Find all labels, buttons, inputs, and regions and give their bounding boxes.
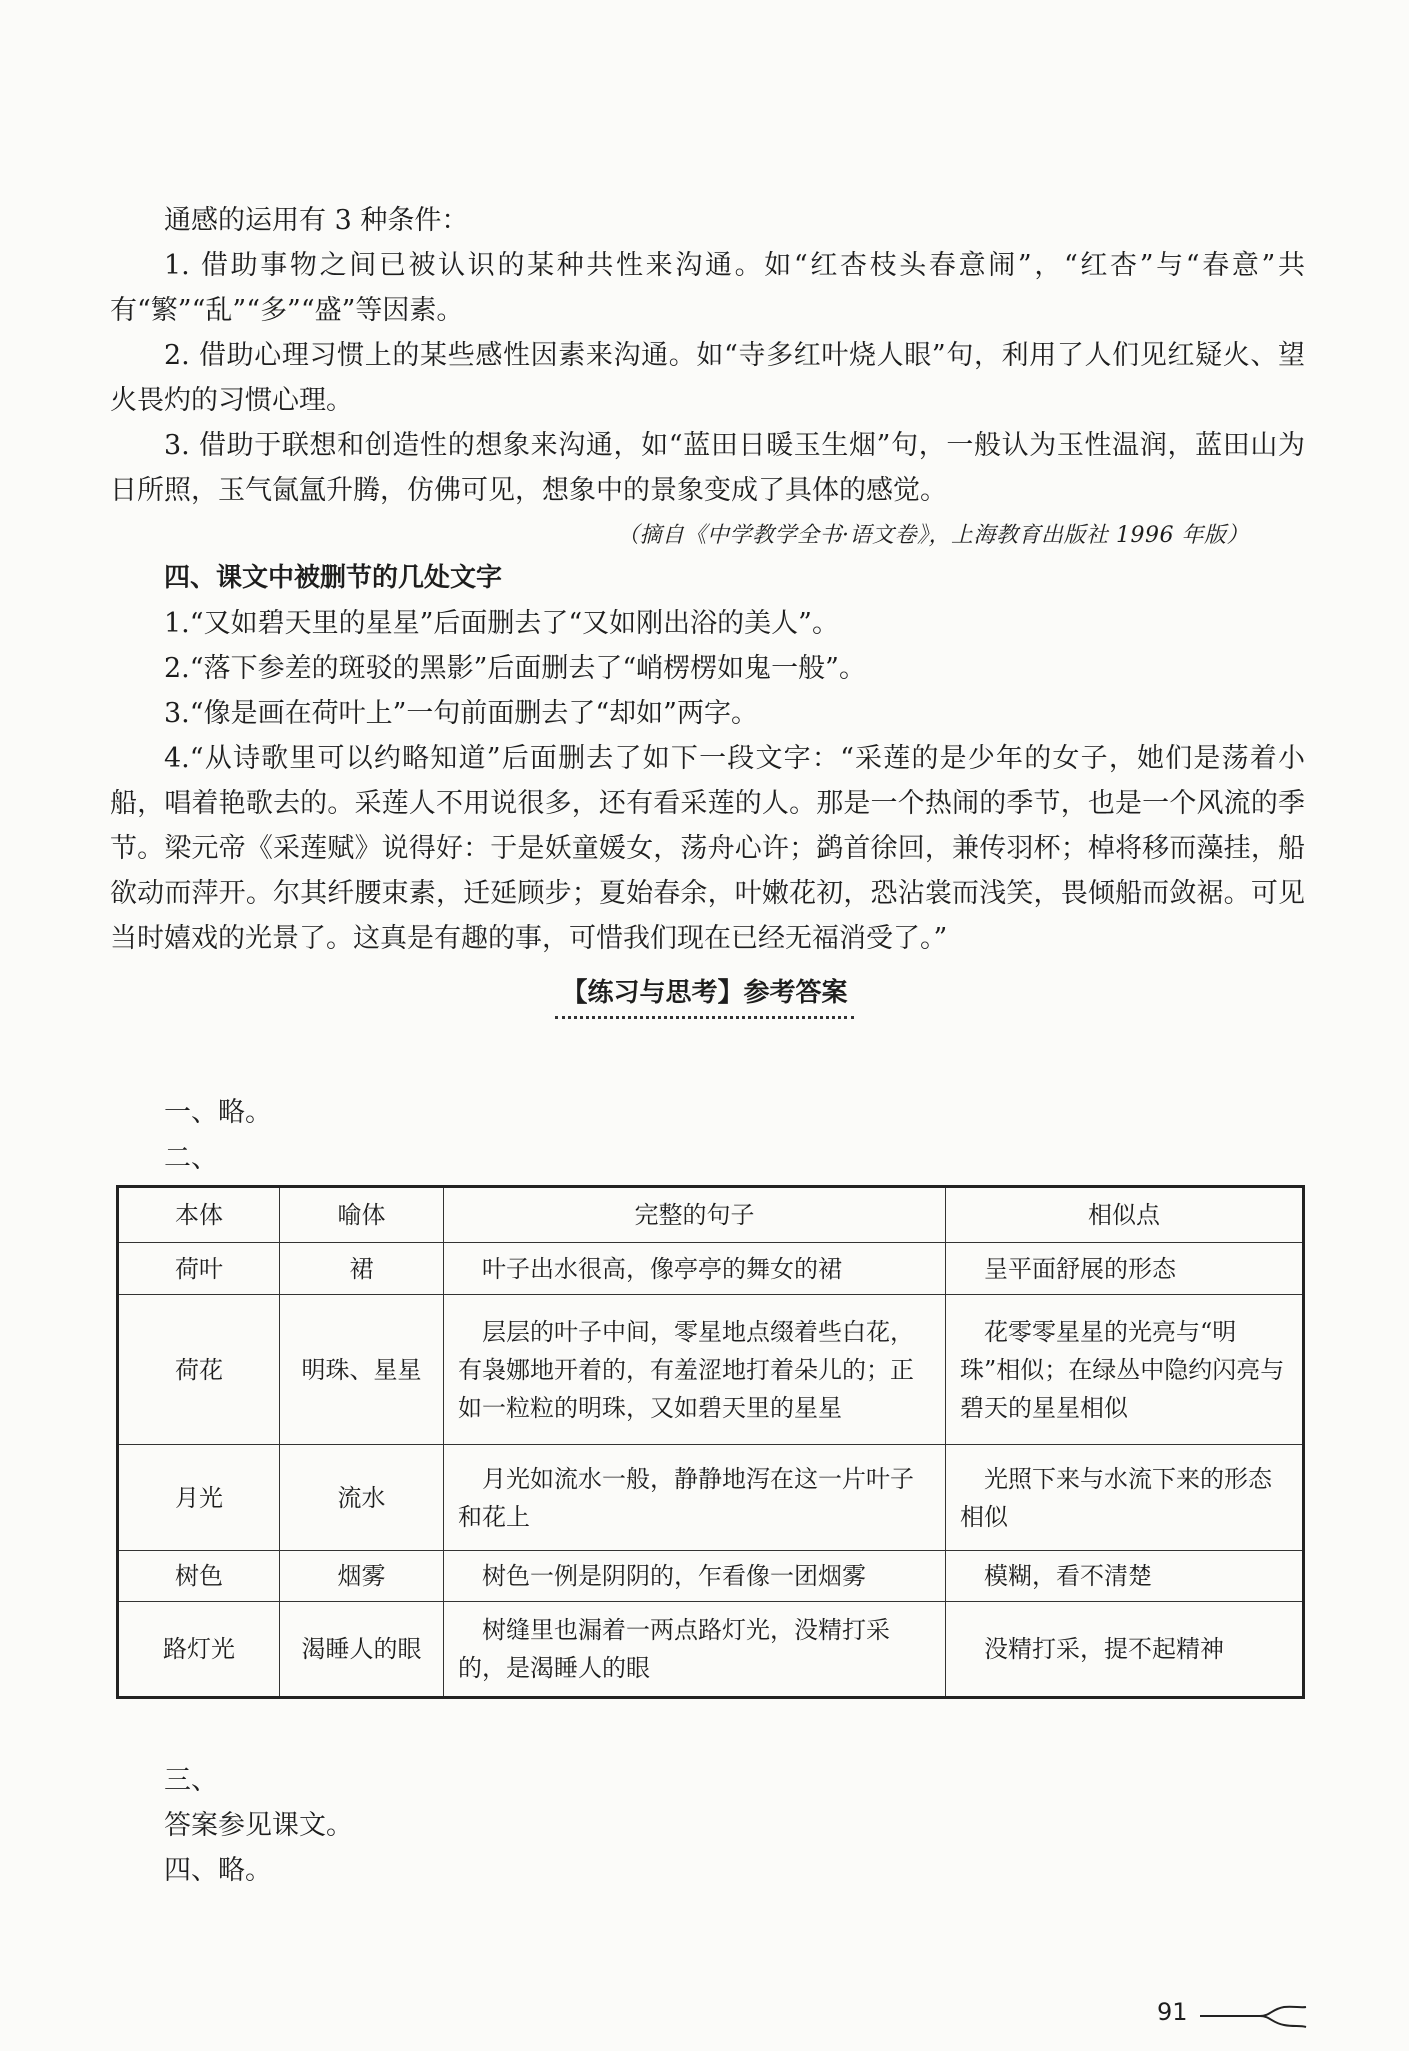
condition-2: 2. 借助心理习惯上的某些感性因素来沟通。如“寺多红叶烧人眼”句，利用了人们见红疑火、望火畏灼的习惯心理。 bbox=[110, 340, 1305, 416]
header-vehicle: 喻体 bbox=[280, 1187, 444, 1243]
cell-vehicle: 裙 bbox=[280, 1243, 444, 1295]
answer-one: 一、略。 bbox=[164, 1097, 272, 1128]
header-sentence: 完整的句子 bbox=[444, 1187, 946, 1243]
cell-sentence: 月光如流水一般，静静地泻在这一片叶子和花上 bbox=[444, 1445, 946, 1551]
cell-vehicle: 烟雾 bbox=[280, 1551, 444, 1602]
deletion-4: 4.“从诗歌里可以约略知道”后面删去了如下一段文字：“采莲的是少年的女子，她们是荡着小船，唱着艳歌去的。采莲人不用说很多，还有看采莲的人。那是一个热闹的季节，也是一个风流的季节。梁元帝《采莲赋》说得好：于是妖童媛女，荡舟心许；鹢首徐回，兼传羽杯；棹将移而藻挂，船欲动而萍开。尔其纤腰束素，迁延顾步；夏始春余，叶嫩花初，恐沾裳而浅笑，畏倾船而敛裾。可见当时嬉戏的光景了。这真是有趣的事，可惜我们现在已经无福消受了。” bbox=[110, 743, 1305, 954]
condition-3: 3. 借助于联想和创造性的想象来沟通，如“蓝田日暖玉生烟”句，一般认为玉性温润，蓝田山为日所照，玉气氤氲升腾，仿佛可见，想象中的景象变成了具体的感觉。 bbox=[110, 430, 1305, 506]
page-ornament-icon bbox=[1200, 2005, 1310, 2029]
page-number: 91 bbox=[1157, 1998, 1188, 2026]
cell-tenor: 树色 bbox=[118, 1551, 280, 1602]
table-row bbox=[118, 1295, 1304, 1445]
cell-vehicle: 渴睡人的眼 bbox=[280, 1602, 444, 1698]
answer-four: 四、略。 bbox=[164, 1855, 272, 1886]
citation: （摘自《中学教学全书·语文卷》，上海教育出版社 1996 年版） bbox=[617, 523, 1249, 548]
cell-tenor: 路灯光 bbox=[118, 1602, 280, 1698]
answer-three-text: 答案参见课文。 bbox=[164, 1810, 353, 1841]
table-row bbox=[118, 1445, 1304, 1551]
cell-sentence: 叶子出水很高，像亭亭的舞女的裙 bbox=[444, 1243, 946, 1295]
table-row bbox=[118, 1551, 1304, 1602]
table-row bbox=[118, 1602, 1304, 1698]
deletion-1: 1.“又如碧天里的星星”后面删去了“又如刚出浴的美人”。 bbox=[164, 608, 839, 639]
cell-similarity: 没精打采，提不起精神 bbox=[946, 1602, 1304, 1698]
section-heading: 四、课文中被删节的几处文字 bbox=[164, 563, 503, 593]
cell-sentence: 树色一例是阴阴的，乍看像一团烟雾 bbox=[444, 1551, 946, 1602]
answers-title bbox=[0, 972, 1409, 1009]
condition-1: 1. 借助事物之间已被认识的某种共性来沟通。如“红杏枝头春意闹”，“红杏”与“春意”共有“繁”“乱”“多”“盛”等因素。 bbox=[110, 250, 1305, 326]
deletion-3: 3.“像是画在荷叶上”一句前面删去了“却如”两字。 bbox=[164, 698, 758, 729]
cell-similarity: 模糊，看不清楚 bbox=[946, 1551, 1304, 1602]
cell-sentence: 树缝里也漏着一两点路灯光，没精打采的，是渴睡人的眼 bbox=[444, 1602, 946, 1698]
answer-two: 二、 bbox=[164, 1143, 218, 1174]
cell-vehicle: 流水 bbox=[280, 1445, 444, 1551]
header-tenor: 本体 bbox=[118, 1187, 280, 1243]
cell-similarity: 花零零星星的光亮与“明珠”相似；在绿丛中隐约闪亮与碧天的星星相似 bbox=[946, 1295, 1304, 1445]
answer-three: 三、 bbox=[164, 1765, 218, 1796]
deletion-2: 2.“落下参差的斑驳的黑影”后面删去了“峭楞楞如鬼一般”。 bbox=[164, 653, 866, 684]
metaphor-table bbox=[116, 1185, 1305, 1699]
answers-title-text: 【练习与思考】参考答案 bbox=[555, 978, 853, 1019]
header-similarity: 相似点 bbox=[946, 1187, 1304, 1243]
cell-similarity: 呈平面舒展的形态 bbox=[946, 1243, 1304, 1295]
cell-vehicle: 明珠、星星 bbox=[280, 1295, 444, 1445]
cell-sentence: 层层的叶子中间，零星地点缀着些白花，有袅娜地开着的，有羞涩地打着朵儿的；正如一粒粒的明珠，又如碧天里的星星 bbox=[444, 1295, 946, 1445]
table-header-row bbox=[118, 1187, 1304, 1243]
cell-tenor: 月光 bbox=[118, 1445, 280, 1551]
intro-paragraph: 通感的运用有 3 种条件： bbox=[164, 205, 469, 236]
table-row bbox=[118, 1243, 1304, 1295]
cell-tenor: 荷花 bbox=[118, 1295, 280, 1445]
cell-tenor: 荷叶 bbox=[118, 1243, 280, 1295]
cell-similarity: 光照下来与水流下来的形态相似 bbox=[946, 1445, 1304, 1551]
